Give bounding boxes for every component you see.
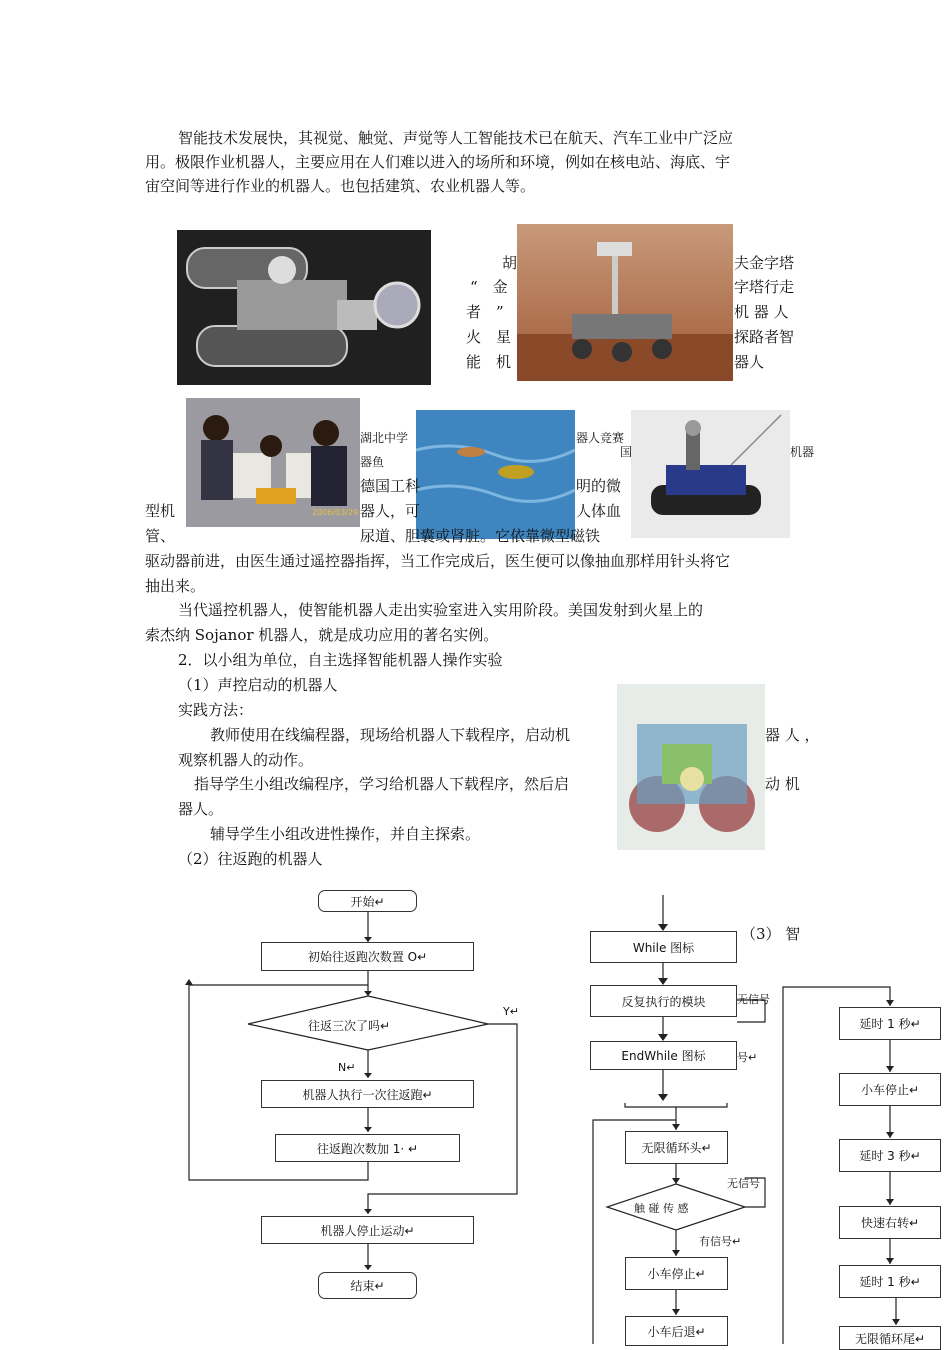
row2-text-4a: 型机 (145, 502, 176, 520)
method-line2c: 器人。 (178, 800, 224, 818)
caption-right-5: 器人 (734, 353, 765, 371)
flow2-car-stop: 小车停止↵ (625, 1257, 728, 1290)
caption-right-3: 机 器 人 (734, 303, 789, 321)
flow2-signal-top: 号↵ (737, 1051, 758, 1064)
row2-text-4b: 器人，可 (360, 502, 421, 520)
flow1-init: 初始往返跑次数置 O↵ (261, 942, 474, 971)
flow1-condition: 往返三次了吗↵ (308, 1019, 391, 1033)
caption-right-2: 字塔行走 (734, 278, 795, 296)
flow2-nosignal: 无信号 (727, 1177, 760, 1190)
flow1-stop: 机器人停止运动↵ (261, 1216, 474, 1244)
para1-line2: 用。极限作业机器人，主要应用在人们难以进入的场所和环境，例如在核电站、海底、宇 (145, 153, 731, 171)
method-line1c: 观察机器人的动作。 (178, 751, 314, 769)
flow2-repeat: 反复执行的模块 (590, 985, 737, 1017)
row2-text-1b: 器人竞赛 (576, 431, 625, 445)
para3-line1: 驱动器前进，由医生通过遥控器指挥，当工作完成后，医生便可以像抽血那样用针头将它 (145, 552, 731, 570)
flow1-increment: 往返跑次数加 1· ↵ (275, 1134, 460, 1162)
flow2-signal: 有信号↵ (699, 1235, 742, 1248)
section-2-1-heading: （1）声控启动的机器人 (178, 676, 338, 694)
method-line2b: 动 机 (765, 775, 800, 793)
caption-left-5: 能 机 (466, 353, 512, 371)
para4-line1: 当代遥控机器人，使智能机器人走出实验室进入实用阶段。美国发射到火星上的 (178, 601, 704, 619)
caption-right-1: 夫金字塔 (734, 254, 795, 272)
row2-text-4c: 人体血 (576, 502, 622, 520)
flow3-car-stop: 小车停止↵ (839, 1073, 941, 1106)
section-2-2-heading: （2）往返跑的机器人 (178, 850, 323, 868)
method-line1b: 器 人 ， (765, 726, 820, 744)
row2-text-1: 湖北中学 (360, 431, 409, 445)
flow2-nosignal-top: 无信号 (737, 993, 770, 1006)
flow3-delay-3: 延时 3 秒↵ (839, 1139, 941, 1172)
method-label: 实践方法： (178, 701, 254, 719)
para4-line2: 索杰纳 Sojanor 机器人，就是成功应用的著名实例。 (145, 626, 499, 644)
row2-text-1d: 机器 (790, 445, 815, 459)
flow2-endwhile: EndWhile 图标 (590, 1041, 737, 1070)
flow1-no-label: N↵ (338, 1061, 356, 1074)
method-line2a: 指导学生小组改编程序，学习给机器人下载程序，然后启 (194, 775, 570, 793)
caption-right-4: 探路者智 (734, 328, 795, 346)
section-2-heading: 2．以小组为单位，自主选择智能机器人操作实验 (178, 651, 503, 669)
flow3-delay-1: 延时 1 秒↵ (839, 1007, 941, 1040)
flow3-loop-tail: 无限循环尾↵ (839, 1326, 941, 1350)
flow2-loop-head: 无限循环头↵ (625, 1131, 728, 1164)
caption-left-2: “ 金 (470, 278, 508, 296)
caption-left-1: 胡 (502, 254, 518, 272)
caption-left-4: 火 星 (466, 328, 512, 346)
flow1-yes-label: Y↵ (503, 1005, 519, 1018)
para1-line1: 智能技术发展快，其视觉、触觉、声觉等人工智能技术已在航天、汽车工业中广泛应 (178, 129, 734, 147)
flow1-run: 机器人执行一次往返跑↵ (261, 1080, 474, 1108)
para3-line2: 抽出来。 (145, 577, 206, 595)
row2-text-1c: 国 (620, 445, 633, 459)
row2-text-2: 器鱼 (360, 455, 385, 469)
method-line1a: 教师使用在线编程器，现场给机器人下载程序，启动机 (210, 726, 571, 744)
row2-text-3b: 明的微 (576, 477, 622, 495)
section-2-3-heading: （3） 智 (741, 925, 801, 943)
photo-date-stamp: 2006/03/29 (312, 508, 359, 517)
method-line3: 辅导学生小组改进性操作，并自主探索。 (210, 825, 481, 843)
row2-text-5a: 管、 (145, 527, 176, 545)
flow1-start: 开始↵ (318, 890, 417, 912)
row2-text-5b: 尿道、胆囊或肾脏。它依靠微型磁铁 (360, 527, 601, 545)
flow3-delay-1b: 延时 1 秒↵ (839, 1265, 941, 1298)
row2-text-3: 德国工科 (360, 477, 421, 495)
caption-left-3: 者 ” (466, 303, 504, 321)
para1-line3: 宙空间等进行作业的机器人。也包括建筑、农业机器人等。 (145, 177, 536, 195)
flow1-end: 结束↵ (318, 1272, 417, 1299)
flow2-touch-sensor: 触 碰 传 感 (634, 1202, 689, 1215)
flow2-car-back: 小车后退↵ (625, 1316, 728, 1346)
flow2-while: While 图标 (590, 931, 737, 963)
flow3-right-turn: 快速右转↵ (839, 1206, 941, 1239)
